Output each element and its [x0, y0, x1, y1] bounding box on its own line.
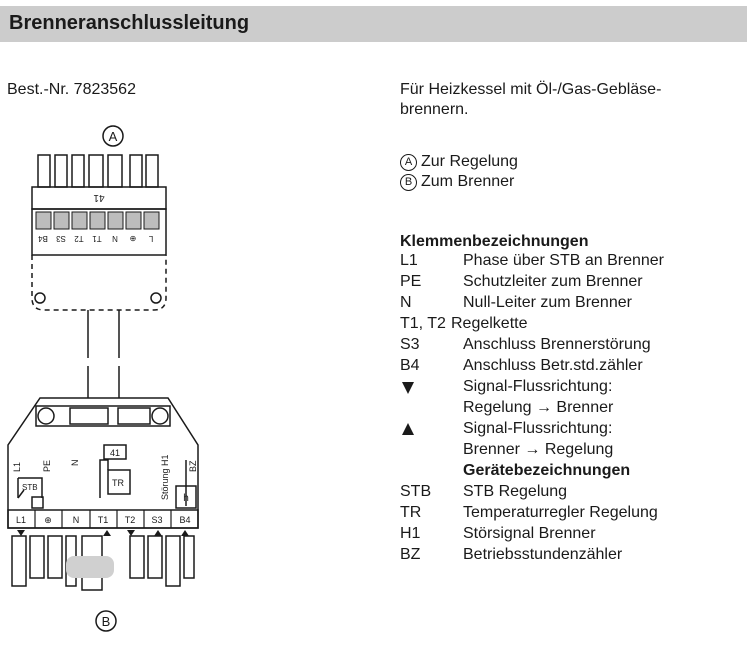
bottom-prong [184, 536, 194, 578]
triangle-up-icon [402, 423, 414, 435]
top-prong [130, 155, 142, 187]
top-terminal-label: T2 [74, 234, 84, 243]
top-housing-dashed [32, 255, 166, 310]
latch [66, 556, 114, 578]
page-title: Brenneranschlussleitung [9, 12, 250, 34]
triangle-up-icon [103, 530, 111, 536]
stb-label: STB [22, 483, 38, 492]
legend-text: Zum Brenner [421, 173, 515, 190]
box-hole [152, 408, 168, 424]
bottom-terminal-label: T1 [97, 515, 109, 525]
legend-text: Zur Regelung [421, 153, 518, 170]
bottom-prong [48, 536, 62, 578]
top-prong [38, 155, 50, 187]
intro-line-2: brennern. [400, 101, 469, 118]
tr-wire [100, 460, 108, 498]
triangle-up-icon [181, 530, 189, 536]
bottom-prong [12, 536, 26, 586]
box-hole [38, 408, 54, 424]
bottom-prong [148, 536, 162, 578]
triangle-down-icon [127, 530, 135, 536]
box-vertical-label: BZ [188, 460, 198, 472]
legend-item-b [400, 173, 514, 193]
bottom-terminal-label: ⊕ [44, 515, 52, 525]
bottom-prong [30, 536, 44, 578]
bottom-prong [130, 536, 144, 578]
top-prong [72, 155, 84, 187]
label-b: B [101, 614, 111, 629]
intro-line-1: Für Heizkessel mit Öl-/Gas-Gebläse- [400, 81, 662, 98]
top-prong [108, 155, 122, 187]
box-vertical-label: N [70, 459, 80, 466]
triangle-down-icon [402, 382, 414, 394]
order-number: Best.-Nr. 7823562 [7, 81, 136, 98]
box-vertical-label: Störung H1 [160, 454, 170, 500]
top-terminal-label: S3 [56, 234, 66, 243]
legend-item-a [400, 153, 518, 173]
triangle-up-icon [154, 530, 162, 536]
bottom-terminal-label: S3 [151, 515, 163, 525]
top-plug-number: 41 [93, 192, 105, 203]
stb-symbol [32, 497, 43, 508]
top-prong [89, 155, 103, 187]
bottom-terminal-label: N [72, 515, 80, 525]
top-terminal-label: N [112, 234, 118, 243]
terminals-heading: Klemmenbezeichnungen [400, 233, 589, 250]
top-prong [55, 155, 67, 187]
box-vertical-label: PE [42, 459, 52, 472]
circle-a-icon: A [400, 154, 417, 171]
triangle-down-icon [17, 530, 25, 536]
bz-symbol-label: h [183, 493, 189, 504]
top-prong [146, 155, 158, 187]
top-terminal-label: B4 [38, 234, 48, 243]
label-a: A [108, 129, 118, 144]
top-terminal-label: ⊕ [129, 234, 137, 243]
screw-hole [35, 293, 45, 303]
bottom-terminal-label: B4 [179, 515, 191, 525]
box-number: 41 [109, 448, 121, 458]
screw-hole [151, 293, 161, 303]
box-vertical-label: L1 [12, 461, 22, 472]
top-terminal-label: T1 [92, 234, 102, 243]
box-window [70, 408, 108, 424]
bottom-prong [166, 536, 180, 586]
top-terminal-label: L [148, 234, 154, 243]
tr-label: TR [112, 478, 124, 488]
box-window [118, 408, 150, 424]
circle-b-icon: B [400, 174, 417, 191]
bottom-terminal-label: T2 [124, 515, 136, 525]
bottom-terminal-label: L1 [15, 515, 27, 525]
